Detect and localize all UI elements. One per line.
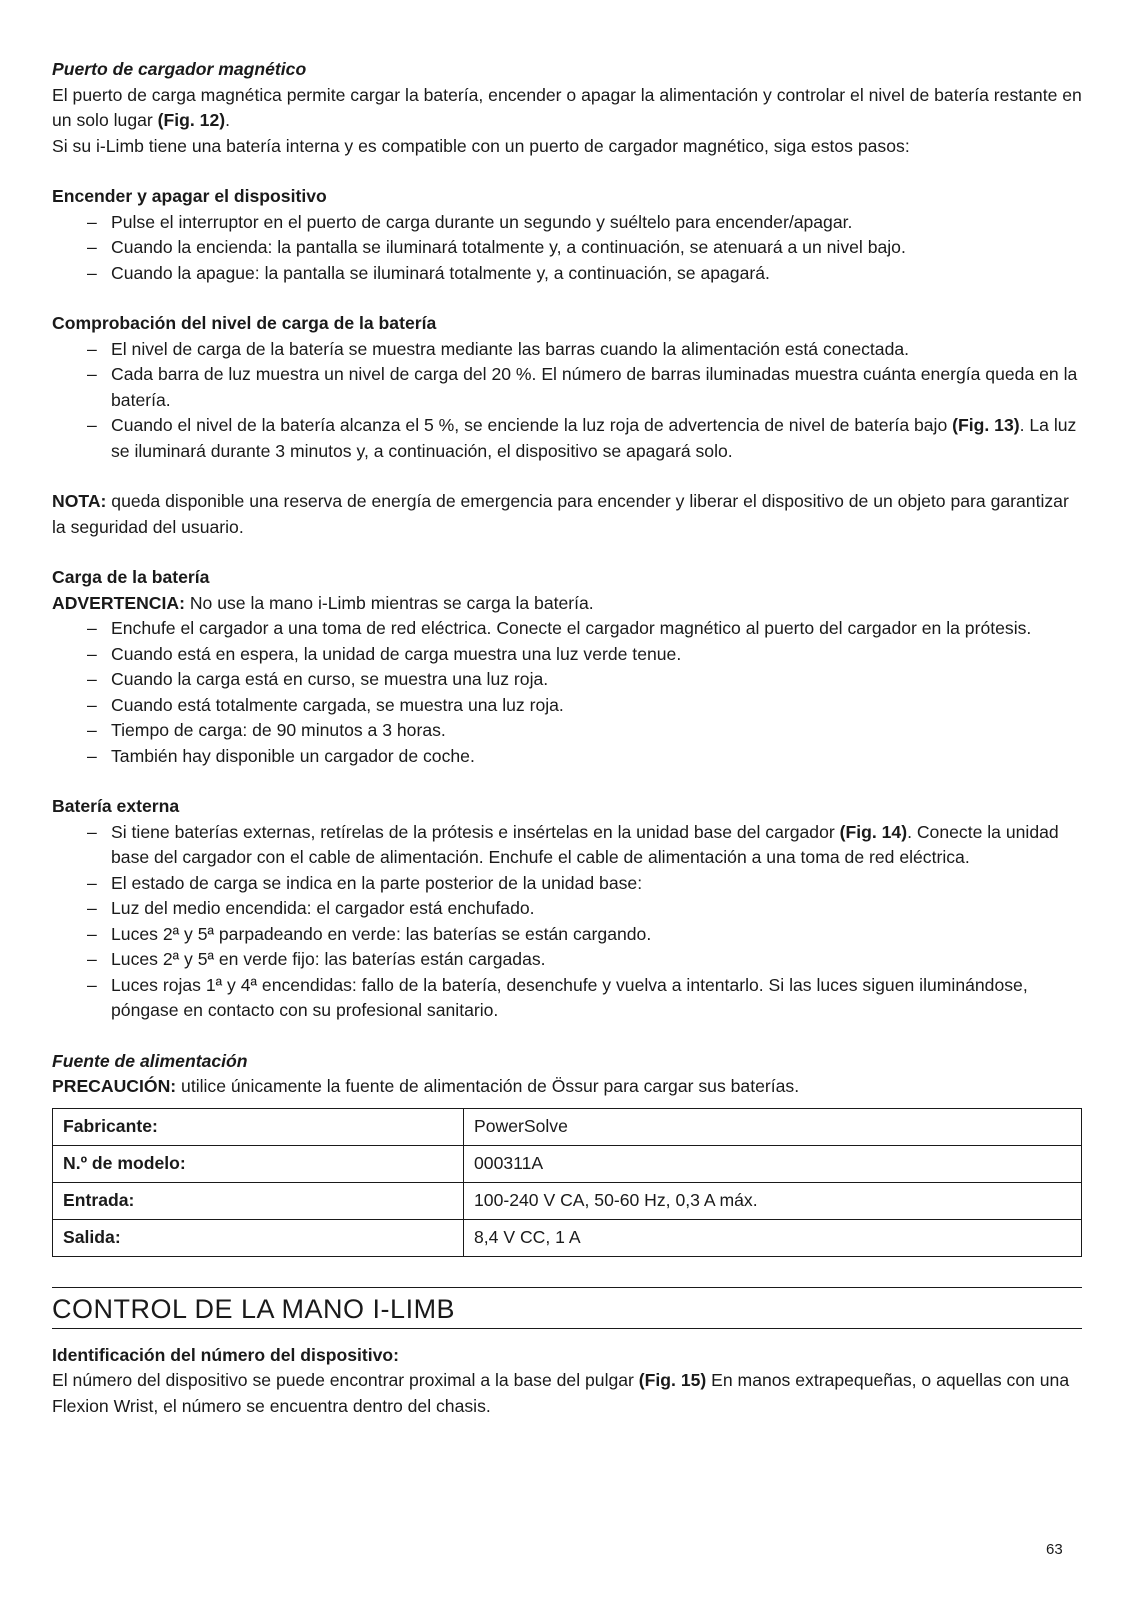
- section-title-device-number: Identificación del número del dispositivo:: [52, 1344, 400, 1365]
- table-row: [53, 1182, 1082, 1219]
- list-item: – El nivel de carga de la batería se muestra mediante las barras cuando la alimentación está conectada.: [111, 337, 1082, 363]
- magnetic-port-steps-intro: Si su i-Limb tiene una batería interna y es compatible con un puerto de cargador magnético, siga estos pasos:: [52, 135, 910, 156]
- list-item: – También hay disponible un cargador de coche.: [111, 744, 1082, 770]
- caution-label: PRECAUCIÓN:: [52, 1076, 177, 1096]
- table-cell-value: PowerSolve: [464, 1108, 1082, 1145]
- list-item: – Enchufe el cargador a una toma de red eléctrica. Conecte el cargador magnético al puerto del cargador en la prótesis.: [111, 616, 1082, 642]
- page-number: 63: [1046, 1541, 1063, 1558]
- table-cell-key: N.º de modelo:: [53, 1145, 464, 1182]
- table-row: [53, 1145, 1082, 1182]
- power-supply-table: [52, 1108, 1082, 1257]
- text-span: No use la mano i-Limb mientras se carga la batería.: [184, 592, 594, 613]
- section-title-battery-level: Comprobación del nivel de carga de la batería: [52, 313, 437, 333]
- external-battery-list: [52, 820, 1082, 1024]
- table-cell-key: Entrada:: [53, 1182, 464, 1219]
- list-item: – Pulse el interruptor en el puerto de carga durante un segundo y suéltelo para encender/apagar.: [111, 210, 1082, 236]
- section-title-power: Encender y apagar el dispositivo: [52, 186, 327, 206]
- device-number-paragraph: [52, 1368, 1082, 1419]
- list-item: – Luces 2ª y 5ª parpadeando en verde: las baterías se están cargando.: [111, 922, 1082, 948]
- warning-paragraph: [52, 591, 1082, 617]
- warning-label: ADVERTENCIA:: [52, 592, 185, 613]
- section-title-power-supply: Fuente de alimentación: [52, 1050, 248, 1071]
- list-item: – Luces rojas 1ª y 4ª encendidas: fallo de la batería, desenchufe y vuelva a intentarlo. Si las luces siguen iluminándose, póngase en contacto con su profesional sanitario.: [111, 973, 1082, 1024]
- document-page: [52, 57, 1082, 1419]
- text-span: El número del dispositivo se puede encontrar proximal a la base del pulgar: [52, 1370, 639, 1390]
- text-span: El puerto de carga magnética permite cargar la batería, encender o apagar la alimentación y controlar el nivel de batería restante en un solo lugar: [52, 84, 1082, 130]
- figure-ref: (Fig. 13): [952, 415, 1020, 435]
- list-item: – Cuando la apague: la pantalla se iluminará totalmente y, a continuación, se apagará.: [111, 261, 1082, 287]
- table-cell-key: Salida:: [53, 1219, 464, 1256]
- list-item: – Cuando está en espera, la unidad de carga muestra una luz verde tenue.: [111, 642, 1082, 668]
- table-row: [53, 1108, 1082, 1145]
- list-item: [111, 820, 1082, 871]
- section-title-external-battery: Batería externa: [52, 796, 180, 816]
- power-list: [52, 210, 1082, 287]
- table-cell-key: Fabricante:: [53, 1108, 464, 1145]
- list-item: – Cuando la encienda: la pantalla se iluminará totalmente y, a continuación, se atenuará a un nivel bajo.: [111, 235, 1082, 261]
- section-title-magnetic-port: Puerto de cargador magnético: [52, 59, 307, 79]
- figure-ref: (Fig. 12): [157, 110, 226, 130]
- table-cell-value: 100-240 V CA, 50-60 Hz, 0,3 A máx.: [464, 1182, 1082, 1219]
- note-label: NOTA:: [52, 491, 107, 511]
- battery-level-list: [52, 337, 1082, 465]
- list-item: – Tiempo de carga: de 90 minutos a 3 horas.: [111, 718, 1082, 744]
- section-title-charging: Carga de la batería: [52, 567, 210, 587]
- caution-paragraph: [52, 1074, 1082, 1100]
- list-item: – Cada barra de luz muestra un nivel de carga del 20 %. El número de barras iluminadas muestra cuánta energía queda en la batería.: [111, 362, 1082, 413]
- text-span: Si tiene baterías externas, retírelas de la prótesis e insértelas en la unidad base del cargador: [111, 821, 840, 842]
- list-item: – El estado de carga se indica en la parte posterior de la unidad base:: [111, 871, 1082, 897]
- text-span: En manos extrapequeñas, o aquellas con una Flexion Wrist, el número se encuentra dentro del chasis.: [52, 1370, 1070, 1416]
- table-row: [53, 1219, 1082, 1256]
- list-item: – Luces 2ª y 5ª en verde fijo: las baterías están cargadas.: [111, 947, 1082, 973]
- list-item: – Cuando está totalmente cargada, se muestra una luz roja.: [111, 693, 1082, 719]
- text-span: . Conecte la unidad base del cargador con el cable de alimentación. Enchufe el cable de alimentación a una toma de red eléctrica.: [111, 821, 1059, 867]
- charging-list: [52, 616, 1082, 769]
- note-paragraph: [52, 489, 1082, 540]
- figure-ref: (Fig. 14): [839, 821, 908, 842]
- table-cell-value: 8,4 V CC, 1 A: [464, 1219, 1082, 1256]
- magnetic-port-paragraph: [52, 83, 1082, 134]
- list-item: – Cuando la carga está en curso, se muestra una luz roja.: [111, 667, 1082, 693]
- text-span: .: [225, 110, 230, 130]
- text-span: utilice únicamente la fuente de alimentación de Össur para cargar sus baterías.: [176, 1076, 800, 1096]
- text-span: Cuando el nivel de la batería alcanza el 5 %, se enciende la luz roja de advertencia de nivel de batería bajo: [111, 415, 953, 435]
- text-span: queda disponible una reserva de energía de emergencia para encender y liberar el dispositivo de un objeto para garantizar la seguridad del usuario.: [52, 491, 1069, 537]
- figure-ref: (Fig. 15): [638, 1370, 707, 1390]
- chapter-heading: CONTROL DE LA MANO I-LIMB: [52, 1287, 1082, 1329]
- list-item: [111, 413, 1082, 464]
- table-cell-value: 000311A: [464, 1145, 1082, 1182]
- list-item: – Luz del medio encendida: el cargador está enchufado.: [111, 896, 1082, 922]
- text-span: . La luz se iluminará durante 3 minutos y, a continuación, el dispositivo se apagará solo.: [111, 415, 1077, 461]
